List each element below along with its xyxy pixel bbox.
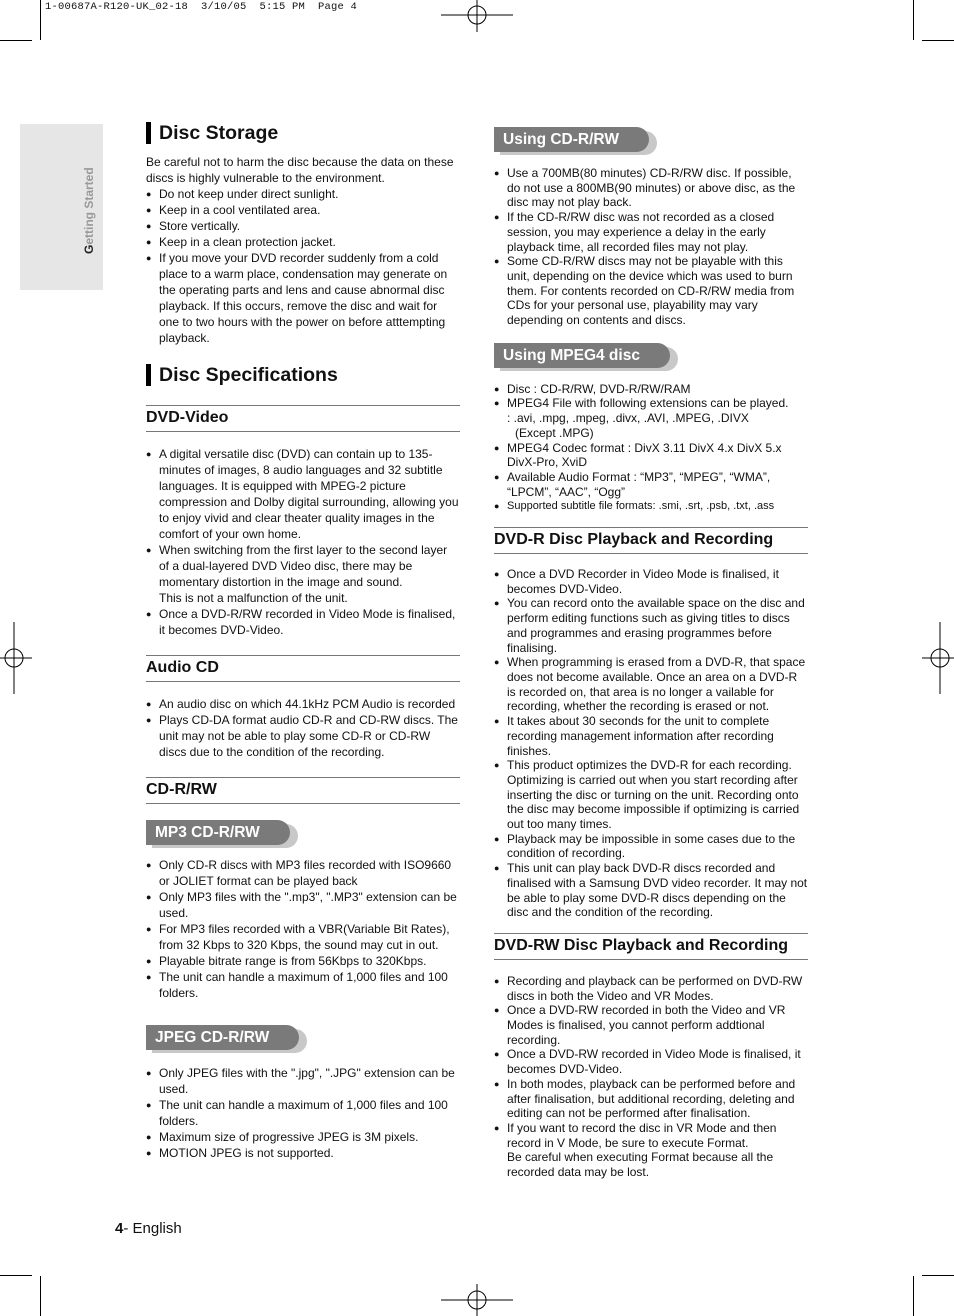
dvd-video-list	[146, 446, 460, 638]
list-item: ● Once a DVD Recorder in Video Mode is finalised, it becomes DVD-Video.	[494, 567, 808, 596]
list-item: ● It takes about 30 seconds for the unit to complete recording management information after recording finishes.	[494, 714, 808, 758]
list-item: ● You can record onto the available space on the disc and perform editing functions such as giving titles to discs and programmes and erasing programmes before finalising.	[494, 596, 808, 655]
list-item: ● Recording and playback can be performed on DVD-RW discs in both the Video and VR Modes.	[494, 974, 808, 1003]
list-item: ● Available Audio Format : “MP3”, “MPEG”, “WMA”, “LPCM”, “AAC”, “Ogg”	[494, 470, 808, 499]
dvd-r-list	[494, 567, 808, 920]
list-item: ● Playback may be impossible in some cases due to the condition of recording.	[494, 832, 808, 861]
list-item: ● Playable bitrate range is from 56Kbps to 320Kbps.	[146, 953, 460, 969]
list-item: ● If you want to record the disc in VR Mode and then record in V Mode, be sure to execute Format. Be careful when executing Format because all the recorded data may be lost.	[494, 1121, 808, 1180]
list-item: ● In both modes, playback can be performed before and after finalisation, but additional recording, deleting and editing can not be performed after finalisation.	[494, 1077, 808, 1121]
list-item: ● This product optimizes the DVD-R for each recording. Optimizing is carried out when you start recording after inserting the disc or turning on the unit. Recording onto the disc may become impossible if optimizing is carried out too many times.	[494, 758, 808, 832]
list-item: ● Store vertically.	[146, 218, 460, 234]
mp3-cdrw-label: MP3 CD-R/RW	[146, 820, 460, 845]
list-item: ● An audio disc on which 44.1kHz PCM Audio is recorded	[146, 696, 460, 712]
right-column	[494, 127, 808, 1180]
list-item: ● Keep in a clean protection jacket.	[146, 234, 460, 250]
using-mpeg4-list	[494, 382, 808, 514]
chapter-side-label: Getting Started	[82, 167, 96, 254]
list-item: ● When switching from the first layer to the second layer of a dual-layered DVD Video disc, there may be momentary distortion in the image and sound. This is not a malfunction of the unit.	[146, 542, 460, 606]
list-item: ● Once a DVD-R/RW recorded in Video Mode is finalised, it becomes DVD-Video.	[146, 606, 460, 638]
crop-mark	[40, 1276, 41, 1316]
disc-storage-heading: Disc Storage	[146, 120, 460, 146]
registration-mark-icon	[441, 1284, 513, 1316]
crop-mark	[40, 0, 41, 40]
list-item: ● This unit can play back DVD-R discs recorded and finalised with a Samsung DVD video recorder. It may not be able to play some DVD-R discs depending on the disc and the condition of the recording.	[494, 861, 808, 920]
crop-mark	[913, 0, 914, 40]
list-item: ● Maximum size of progressive JPEG is 3M pixels.	[146, 1129, 460, 1145]
disc-specifications-heading: Disc Specifications	[146, 362, 460, 388]
registration-mark-icon	[922, 622, 954, 694]
using-cdrw-label: Using CD-R/RW	[494, 127, 808, 152]
list-item: ● Keep in a cool ventilated area.	[146, 202, 460, 218]
list-item: ● MPEG4 Codec format : DivX 3.11 DivX 4.x DivX 5.x DivX-Pro, XviD	[494, 441, 808, 470]
crop-mark	[922, 1275, 954, 1276]
using-mpeg4-label: Using MPEG4 disc	[494, 343, 808, 368]
dvd-video-heading: DVD-Video	[146, 405, 460, 432]
list-item: ● Disc : CD-R/RW, DVD-R/RW/RAM	[494, 382, 808, 397]
audio-cd-list	[146, 696, 460, 760]
cd-rw-heading: CD-R/RW	[146, 777, 460, 804]
list-item: ● The unit can handle a maximum of 1,000 files and 100 folders.	[146, 969, 460, 1001]
list-item: ● For MP3 files recorded with a VBR(Variable Bit Rates), from 32 Kbps to 320 Kbps, the sound may cut in out.	[146, 921, 460, 953]
using-cdrw-list	[494, 166, 808, 328]
list-item: ● Do not keep under direct sunlight.	[146, 186, 460, 202]
dvd-rw-list	[494, 974, 808, 1180]
mp3-list	[146, 857, 460, 1001]
dvd-rw-heading: DVD-RW Disc Playback and Recording	[494, 933, 808, 960]
list-item: ● Use a 700MB(80 minutes) CD-R/RW disc. If possible, do not use a 800MB(90 minutes) or above disc, as the disc may not play back.	[494, 166, 808, 210]
list-item: ● If the CD-R/RW disc was not recorded as a closed session, you may experience a delay in the early playback time, all recorded files may not play.	[494, 210, 808, 254]
registration-mark-icon	[0, 622, 32, 694]
list-item: ● A digital versatile disc (DVD) can contain up to 135-minutes of images, 8 audio languages and 32 subtitle languages. It is equipped with MPEG-2 picture compression and Dolby digital surrounding, allowing you to enjoy vivid and clear theater quality images in the comfort of your own home.	[146, 446, 460, 542]
list-item: ● Only MP3 files with the ".mp3", ".MP3" extension can be used.	[146, 889, 460, 921]
list-item: ● Only JPEG files with the ".jpg", ".JPG" extension can be used.	[146, 1065, 460, 1097]
heading-bar	[146, 122, 151, 144]
crop-mark	[0, 40, 32, 41]
left-column	[146, 120, 460, 1161]
jpeg-list	[146, 1065, 460, 1161]
list-item: ● If you move your DVD recorder suddenly from a cold place to a warm place, condensation may generate on the operating parts and lens and cause abnormal disc playback. If this occurs, remove the disc and wait for one to two hours with the power on before atttempting playback.	[146, 250, 460, 346]
disc-storage-intro: Be careful not to harm the disc because the data on these discs is highly vulnerable to the environment.	[146, 155, 454, 185]
disc-storage-list	[146, 186, 460, 346]
heading-bar	[146, 364, 151, 386]
page-number: 4	[115, 1220, 124, 1237]
list-item: ● The unit can handle a maximum of 1,000 files and 100 folders.	[146, 1097, 460, 1129]
list-item: ● Once a DVD-RW recorded in both the Video and VR Modes is finalised, you cannot perform addtional recording.	[494, 1003, 808, 1047]
list-item: ● Some CD-R/RW discs may not be playable with this unit, depending on the device which was used to burn them. For contents recorded on CD-R/RW media from CDs for your personal use, playability may vary depending on contents and discs.	[494, 254, 808, 328]
jpeg-cdrw-label: JPEG CD-R/RW	[146, 1025, 460, 1050]
footer-language: - English	[123, 1220, 182, 1237]
list-item: ● Only CD-R discs with MP3 files recorded with ISO9660 or JOLIET format can be played back	[146, 857, 460, 889]
list-item: ● MPEG4 File with following extensions can be played. : .avi, .mpg, .mpeg, .divx, .AVI, .MPEG, .DIVX (Except .MPG)	[494, 396, 808, 440]
list-item: ● Supported subtitle file formats: .smi, .srt, .psb, .txt, .ass	[494, 499, 808, 514]
list-item: ● Plays CD-DA format audio CD-R and CD-RW discs. The unit may not be able to play some CD-R or CD-RW discs due to the condition of the recording.	[146, 712, 460, 760]
crop-mark	[913, 1276, 914, 1316]
dvd-r-heading: DVD-R Disc Playback and Recording	[494, 527, 808, 554]
print-slug: 1-00687A-R120-UK_02-18 3/10/05 5:15 PM Page 4	[45, 1, 358, 13]
registration-mark-icon	[441, 0, 513, 32]
crop-mark	[922, 40, 954, 41]
list-item: ● When programming is erased from a DVD-R, that space does not become available. Once an area on a DVD-R is recorded on, that area is no longer a vailable for recording, whether the recording is erased or not.	[494, 655, 808, 714]
audio-cd-heading: Audio CD	[146, 655, 460, 682]
list-item: ● Once a DVD-RW recorded in Video Mode is finalised, it becomes DVD-Video.	[494, 1047, 808, 1076]
crop-mark	[0, 1275, 32, 1276]
page-footer	[115, 1220, 182, 1237]
list-item: ● MOTION JPEG is not supported.	[146, 1145, 460, 1161]
